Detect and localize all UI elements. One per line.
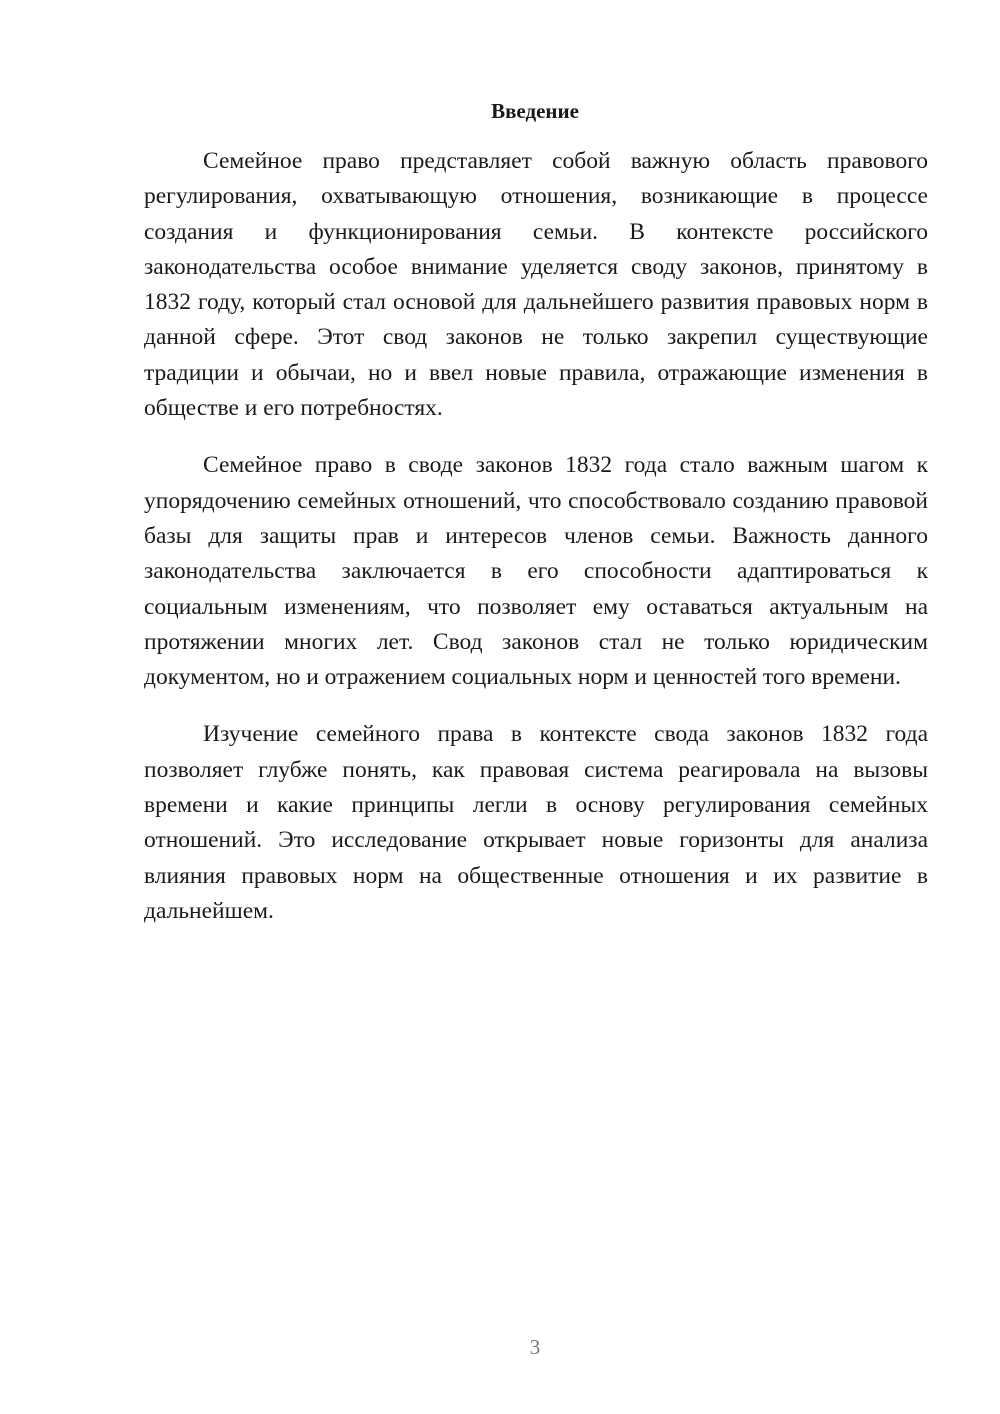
body-text xyxy=(144,144,928,951)
page-number: 3 xyxy=(529,1335,541,1359)
paragraph-3: Изучение семейного права в контексте свода законов 1832 года позволяет глубже понять, как правовая система реагировала на вызовы времени и какие принципы легли в основу регулирования семейных отношений. Это исследование открывает новые горизонты для анализа влияния правовых норм на общественные отношения и их развитие в дальнейшем. xyxy=(144,721,928,924)
section-heading: Введение xyxy=(491,99,579,123)
paragraph-1: Семейное право представляет собой важную область правового регулирования, охватывающую отношения, возникающие в процессе создания и функционирования семьи. В контексте российского законодательства особое внимание уделяется своду законов, принятому в 1832 году, который стал основой для дальнейшего развития правовых норм в данной сфере. Этот свод законов не только закрепил существующие традиции и обычаи, но и ввел новые правила, отражающие изменения в обществе и его потребностях. xyxy=(144,148,928,422)
paragraph-2: Семейное право в своде законов 1832 года стало важным шагом к упорядочению семейных отношений, что способствовало созданию правовой базы для защиты прав и интересов членов семьи. Важность данного законодательства заключается в его способности адаптироваться к социальным изменениям, что позволяет ему оставаться актуальным на протяжении многих лет. Свод законов стал не только юридическим документом, но и отражением социальных норм и ценностей того времени. xyxy=(144,452,928,691)
